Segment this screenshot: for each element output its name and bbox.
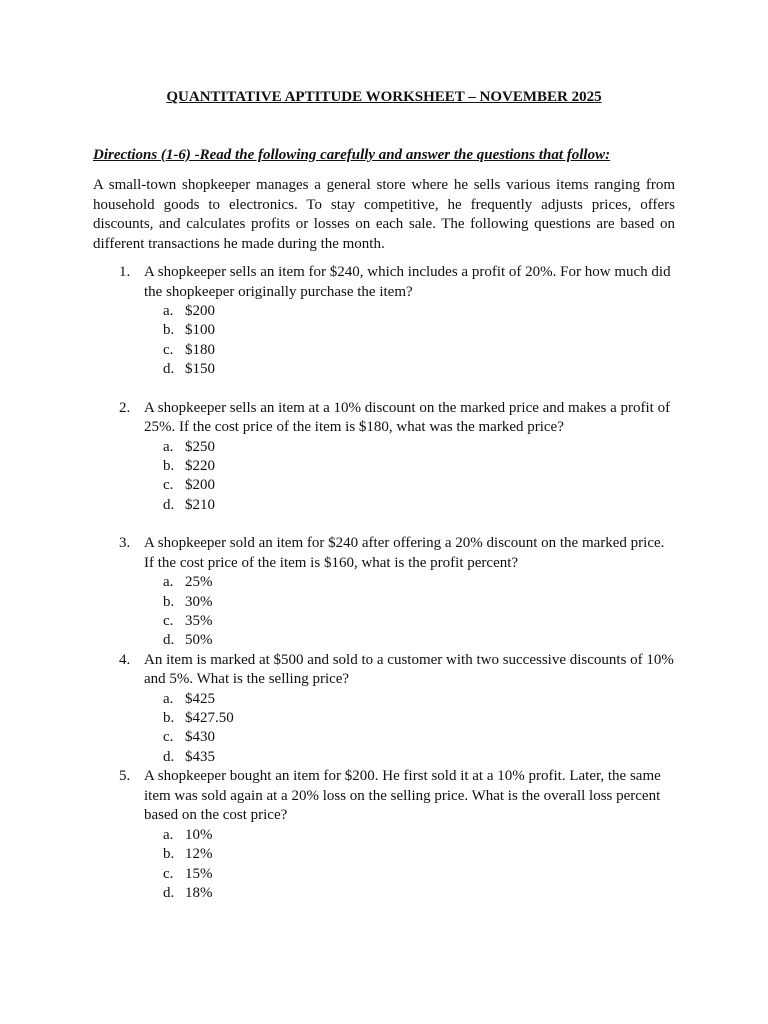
question-number: 2. [119,399,131,416]
option-label: d. [163,632,175,649]
question-2 [93,399,675,516]
option-c [144,612,675,631]
option-label: b. [163,593,175,610]
option-text: 35% [185,612,213,629]
option-label: b. [163,322,175,339]
option-d [144,496,675,515]
option-text: 25% [185,574,213,591]
option-label: c. [163,341,174,358]
option-label: c. [163,612,174,629]
passage-text: A small-town shopkeeper manages a general store where he sells various items ranging from household goods to electronics. To stay competitive, he frequently adjusts prices, offers discounts, and calculates profits or losses on each sale. The following questions are based on different transactions he made during the month. [93,177,675,252]
question-number: 3. [119,535,131,552]
option-d [144,748,675,767]
spacer [93,380,675,399]
question-1 [93,263,675,380]
option-b [144,593,675,612]
option-a [144,302,675,321]
option-text: $100 [185,322,215,339]
question-4 [93,651,675,768]
question-text: A shopkeeper sold an item for $240 after offering a 20% discount on the marked price. If the cost price of the item is $160, what is the profit percent? [144,535,665,571]
question-text: A shopkeeper bought an item for $200. He first sold it at a 10% profit. Later, the same item was sold again at a 20% loss on the selling price. What is the overall loss percent based on the cost price? [144,768,661,824]
option-text: $220 [185,457,215,474]
option-text: $250 [185,438,215,455]
option-text: $200 [185,477,215,494]
option-text: 15% [185,865,213,882]
question-text: A shopkeeper sells an item for $240, which includes a profit of 20%. For how much did the shopkeeper originally purchase the item? [144,264,671,300]
option-c [144,476,675,495]
option-text: 30% [185,593,213,610]
option-label: a. [163,574,174,591]
option-c [144,341,675,360]
option-text: 18% [185,884,213,901]
option-b [144,709,675,728]
option-a [144,573,675,592]
worksheet-page [93,88,675,903]
option-a [144,438,675,457]
option-text: $425 [185,690,215,707]
option-label: b. [163,710,175,727]
option-text: $180 [185,341,215,358]
option-text: $435 [185,748,215,765]
option-label: a. [163,303,174,319]
option-b [144,321,675,340]
option-d [144,631,675,650]
option-label: c. [163,865,174,882]
option-label: a. [163,826,174,843]
question-text: A shopkeeper sells an item at a 10% discount on the marked price and makes a profit of 25%. If the cost price of the item is $180, what was the marked price? [144,399,671,436]
option-label: b. [163,457,175,474]
option-text: $430 [185,729,215,746]
option-text: 50% [185,632,213,649]
option-d [144,360,675,379]
option-c [144,865,675,884]
question-3 [93,534,675,651]
option-text: 10% [185,826,213,843]
option-text: $427.50 [185,710,234,727]
option-label: c. [163,729,174,746]
question-list [93,263,675,903]
option-label: a. [163,438,174,455]
option-text: $210 [185,496,215,513]
option-label: d. [163,361,175,378]
option-b [144,457,675,476]
question-number: 5. [119,768,131,785]
option-a [144,826,675,845]
option-label: d. [163,748,175,765]
option-label: b. [163,846,175,863]
option-label: c. [163,477,174,494]
option-c [144,728,675,747]
option-text: $150 [185,361,215,378]
option-d [144,884,675,903]
question-text: An item is marked at $500 and sold to a customer with two successive discounts of 10% and 5%. What is the selling price? [144,651,674,688]
option-a [144,690,675,709]
directions-heading: Directions (1-6) -Read the following carefully and answer the questions that follow: [93,147,611,163]
question-number: 4. [119,651,131,668]
question-number: 1. [119,264,131,280]
option-text: 12% [185,846,213,863]
option-label: d. [163,884,175,901]
spacer [93,515,675,534]
option-text: $200 [185,303,215,319]
option-label: d. [163,496,175,513]
option-label: a. [163,690,174,707]
worksheet-title: QUANTITATIVE APTITUDE WORKSHEET – NOVEMBER 2025 [166,89,602,105]
question-5 [93,767,675,903]
option-b [144,845,675,864]
